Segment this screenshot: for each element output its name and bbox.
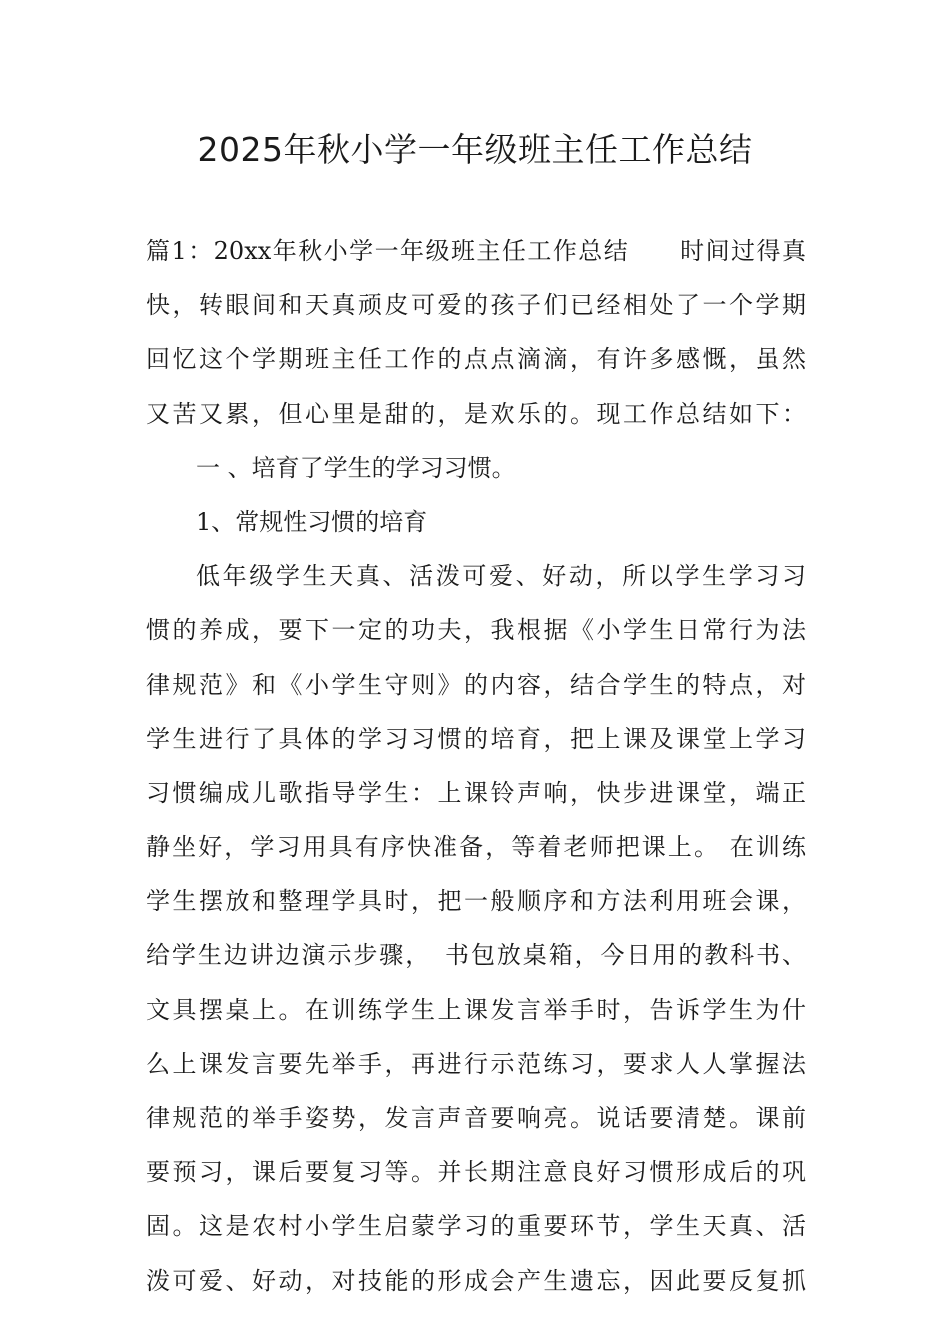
- text-line: 文具摆桌上。在训练学生上课发言举手时，告诉学生为什: [146, 995, 806, 1024]
- text-line: 固。这是农村小学生启蒙学习的重要环节，学生天真、活: [146, 1212, 806, 1241]
- document-title: 2025年秋小学一年级班主任工作总结: [197, 130, 753, 169]
- text-line: 快，转眼间和天真顽皮可爱的孩子们已经相处了一个学期: [146, 291, 806, 320]
- text-line: 学生进行了具体的学习习惯的培育，把上课及课堂上学习: [146, 724, 806, 753]
- text-line: 低年级学生天真、活泼可爱、好动，所以学生学习习: [196, 562, 806, 591]
- text-line: 给学生边讲边演示步骤， 书包放桌箱，今日用的教科书、: [146, 941, 806, 970]
- text-line: 回忆这个学期班主任工作的点点滴滴，有许多感慨，虽然: [146, 345, 806, 374]
- text-line: 惯的养成，要下一定的功夫，我根据《小学生日常行为法: [146, 616, 806, 645]
- text-line: 么上课发言要先举手，再进行示范练习，要求人人掌握法: [146, 1049, 806, 1078]
- text-line: 习惯编成儿歌指导学生：上课铃声响，快步进课堂，端正: [146, 778, 806, 807]
- text-line: 又苦又累，但心里是甜的，是欢乐的。现工作总结如下：: [146, 399, 806, 428]
- text-line: 静坐好，学习用具有序快准备，等着老师把课上。 在训练: [146, 833, 806, 862]
- text-line: 律规范的举手姿势，发言声音要响亮。说话要清楚。课前: [146, 1104, 806, 1132]
- text-line: 要预习，课后要复习等。并长期注意良好习惯形成后的巩: [146, 1158, 806, 1187]
- text-line: 律规范》和《小学生守则》的内容，结合学生的特点，对: [146, 670, 806, 699]
- text-line: 泼可爱、好动，对技能的形成会产生遗忘，因此要反复抓: [146, 1266, 806, 1295]
- text-line: 篇1：20xx年秋小学一年级班主任工作总结 时间过得真: [146, 237, 806, 265]
- section-heading: 一 、培育了学生的学习习惯。: [196, 453, 516, 482]
- subsection-heading: 1、常规性习惯的培育: [196, 507, 428, 536]
- text-line: 学生摆放和整理学具时，把一般顺序和方法利用班会课，: [146, 887, 806, 916]
- document-body: [146, 224, 806, 1308]
